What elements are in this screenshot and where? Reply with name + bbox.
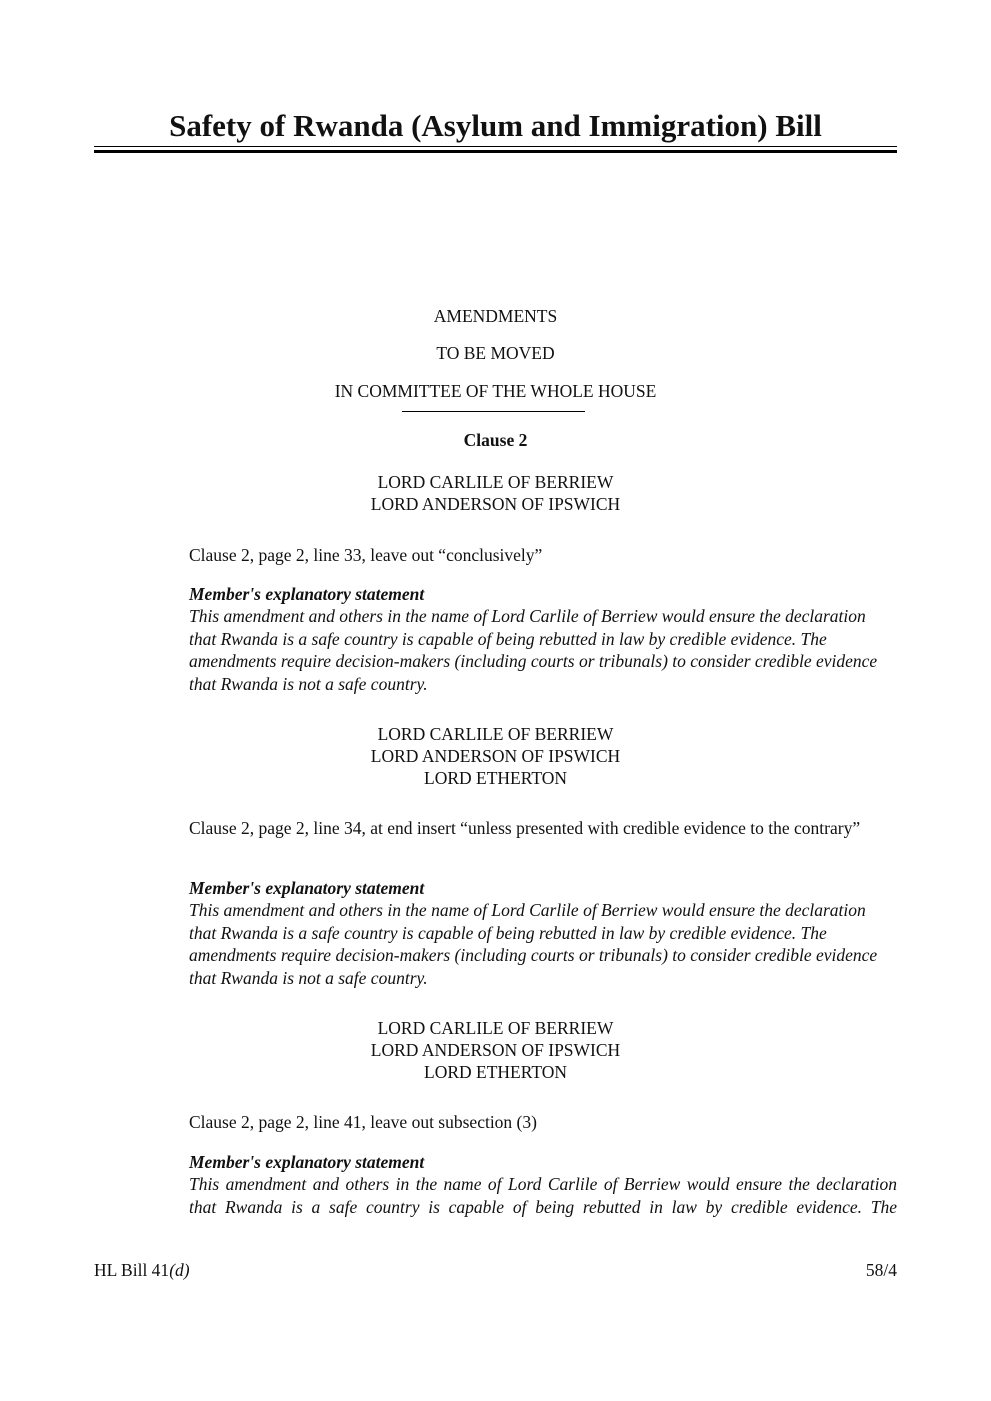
heading-to-be-moved: TO BE MOVED [436, 343, 555, 363]
sponsor-name: LORD ETHERTON [424, 1062, 567, 1082]
bill-ref: HL Bill 41 [94, 1260, 170, 1280]
sponsor-name: LORD CARLILE OF BERRIEW [377, 472, 614, 492]
sponsor-name: LORD ANDERSON OF IPSWICH [370, 1040, 621, 1060]
heading-committee: IN COMMITTEE OF THE WHOLE HOUSE [334, 381, 657, 401]
sponsor-name: LORD ANDERSON OF IPSWICH [370, 494, 621, 514]
amendment-text: Clause 2, page 2, line 34, at end insert “unless presented with credible evidence to the contrary” [189, 818, 861, 838]
clause-heading: Clause 2 [463, 430, 528, 450]
statement-text: This amendment and others in the name of Lord Carlile of Berriew would ensure the declaration that Rwanda is a safe country is capable of being rebutted in law by credible evidence. The amendments require decision-makers (including courts or tribunals) to consider credible evidence that Rwanda is not a safe country. [189, 900, 878, 988]
statement-heading: Member's explanatory statement [189, 878, 425, 898]
sponsor-name: LORD ANDERSON OF IPSWICH [370, 746, 621, 766]
heading-divider [402, 411, 585, 412]
footer-page-reference: 58/4 [865, 1260, 897, 1280]
sponsor-name: LORD CARLILE OF BERRIEW [377, 724, 614, 744]
bill-suffix: (d) [169, 1260, 190, 1280]
title-rule-thick [94, 150, 897, 153]
heading-amendments: AMENDMENTS [433, 306, 558, 326]
amendment-sponsors [94, 1017, 897, 1083]
statement-heading: Member's explanatory statement [189, 1152, 425, 1172]
title-rule-thin [94, 146, 897, 147]
sponsor-name: LORD ETHERTON [424, 768, 567, 788]
statement-text: This amendment and others in the name of Lord Carlile of Berriew would ensure the declaration that Rwanda is a safe country is capable of being rebutted in law by credible evidence. The [189, 1174, 897, 1217]
amendment-sponsors [94, 723, 897, 789]
amendment-text: Clause 2, page 2, line 41, leave out subsection (3) [189, 1112, 537, 1132]
document-title: Safety of Rwanda (Asylum and Immigration) Bill [169, 108, 822, 143]
statement-heading: Member's explanatory statement [189, 584, 425, 604]
amendment-text: Clause 2, page 2, line 33, leave out “conclusively” [189, 545, 543, 565]
sponsor-name: LORD CARLILE OF BERRIEW [377, 1018, 614, 1038]
statement-text: This amendment and others in the name of Lord Carlile of Berriew would ensure the declaration that Rwanda is a safe country is capable of being rebutted in law by credible evidence. The amendments require decision-makers (including courts or tribunals) to consider credible evidence that Rwanda is not a safe country. [189, 606, 878, 694]
amendment-sponsors [94, 471, 897, 515]
footer-bill-reference [94, 1259, 190, 1281]
